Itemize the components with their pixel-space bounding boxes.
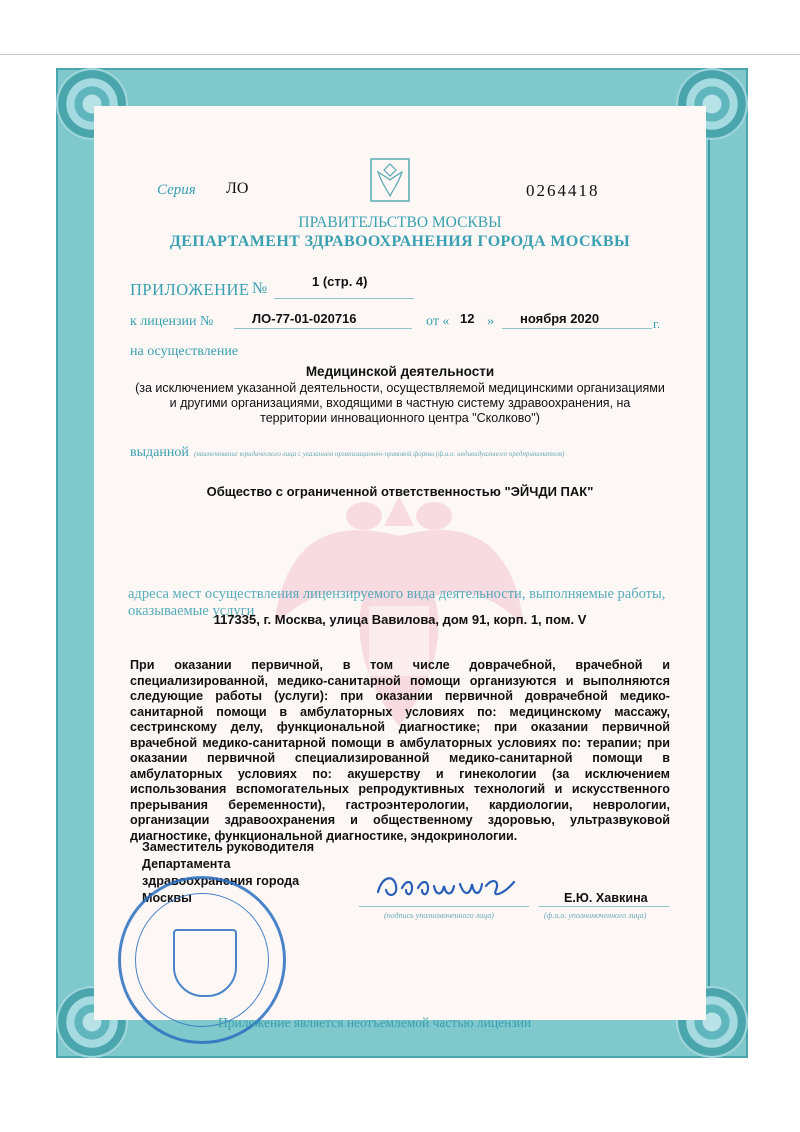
signatory-title-line-1: Заместитель руководителя (142, 840, 315, 854)
signatory-name: Е.Ю. Хавкина (564, 891, 648, 905)
appendix-label: ПРИЛОЖЕНИЕ (130, 280, 250, 299)
activity-label: на осуществление (130, 344, 239, 359)
license-number-underline (234, 328, 412, 329)
handwritten-signature (372, 866, 522, 906)
license-year-suffix: г. (653, 316, 661, 331)
works-line: прерывания беременности), гастроэнтерологии, кардиологии, неврологии, (130, 797, 670, 812)
works-line: оказании первичной специализированной медико-санитарной помощи в (130, 751, 670, 765)
works-line: сестринскому делу, функциональной диагностике; при оказании первичной (130, 720, 670, 734)
works-line: организации здравоохранения и общественному здоровью, ультразвуковой (130, 813, 670, 827)
signatory-title-line-3: здравоохранения города (142, 874, 300, 888)
coat-of-arms-icon (370, 158, 410, 202)
license-date-underline (502, 328, 652, 329)
signature-underline (359, 906, 529, 907)
works-line: диагностике, функциональной диагностике, эндокринологии. (130, 828, 518, 843)
name-underline (539, 906, 669, 907)
works-line: врачебной медико-санитарной помощи в амбулаторных условиях по: терапии; при (130, 735, 670, 750)
license-date-quote: » (487, 314, 494, 329)
organization-name: Общество с ограниченной ответственностью "ЭЙЧДИ ПАК" (206, 484, 594, 499)
activity-detail-line-2: и другими организациями, входящими в частную систему здравоохранения, на (169, 396, 631, 410)
issued-note: (наименование юридического лица с указанием организационно-правовой формы (ф.и.о. индивидуального предпринимателя) (194, 450, 565, 458)
address-value: 117335, г. Москва, улица Вавилова, дом 91, корп. 1, пом. V (213, 612, 587, 627)
works-line: амбулаторных условиях по: акушерству и гинекологии (за исключением (130, 766, 670, 781)
signature-note: (подпись уполномоченного лица) (384, 911, 494, 920)
address-label-line-1: адреса мест осуществления лицензируемого вида деятельности, выполняемые работы, (128, 586, 666, 602)
appendix-number-sign: № (252, 280, 268, 297)
license-number: ЛО-77-01-020716 (252, 311, 357, 326)
works-line: использования вспомогательных репродуктивных технологий и искусственного (130, 782, 670, 796)
activity-title: Медицинской деятельности (305, 364, 495, 379)
document-number: 0264418 (526, 181, 600, 200)
series-label: Серия (157, 182, 196, 198)
signatory-title-line-2: Департамента (142, 857, 231, 871)
series-value: ЛО (226, 180, 249, 197)
appendix-value: 1 (стр. 4) (312, 274, 368, 289)
license-month-year: ноября 2020 (520, 311, 600, 326)
footer-note: Приложение является неотъемлемой частью лицензии (218, 1015, 532, 1030)
license-day: 12 (460, 311, 475, 326)
works-line: При оказании первичной, в том числе доврачебной, врачебной и (130, 658, 670, 672)
activity-detail-line-3: территории инновационного центра "Сколково") (260, 411, 540, 425)
appendix-underline (274, 298, 414, 299)
activity-detail-line-1: (за исключением указанной деятельности, осуществляемой медицинскими организациями (135, 381, 665, 395)
license-date-from-label: от « (426, 314, 450, 329)
license-label: к лицензии № (130, 314, 214, 329)
issued-label: выданной (130, 445, 189, 460)
name-note: (ф.и.о. уполномоченного лица) (544, 911, 647, 920)
works-line: санитарной помощи в амбулаторных условиях по: медицинскому массажу, (130, 704, 670, 719)
government-title: ПРАВИТЕЛЬСТВО МОСКВЫ (298, 214, 502, 231)
department-title: ДЕПАРТАМЕНТ ЗДРАВООХРАНЕНИЯ ГОРОДА МОСКВЫ (169, 233, 631, 250)
signatory-title-line-4: Москвы (142, 891, 192, 905)
document-paper (94, 106, 706, 1030)
address-label-line-2: оказываемые услуги (128, 603, 255, 619)
page-top-rule (0, 54, 800, 55)
works-description (130, 658, 670, 844)
works-line: следующие работы (услуги): при оказании первичной доврачебной медико- (130, 689, 670, 703)
works-line: специализированной, медико-санитарной помощи организуются и выполняются (130, 673, 670, 688)
